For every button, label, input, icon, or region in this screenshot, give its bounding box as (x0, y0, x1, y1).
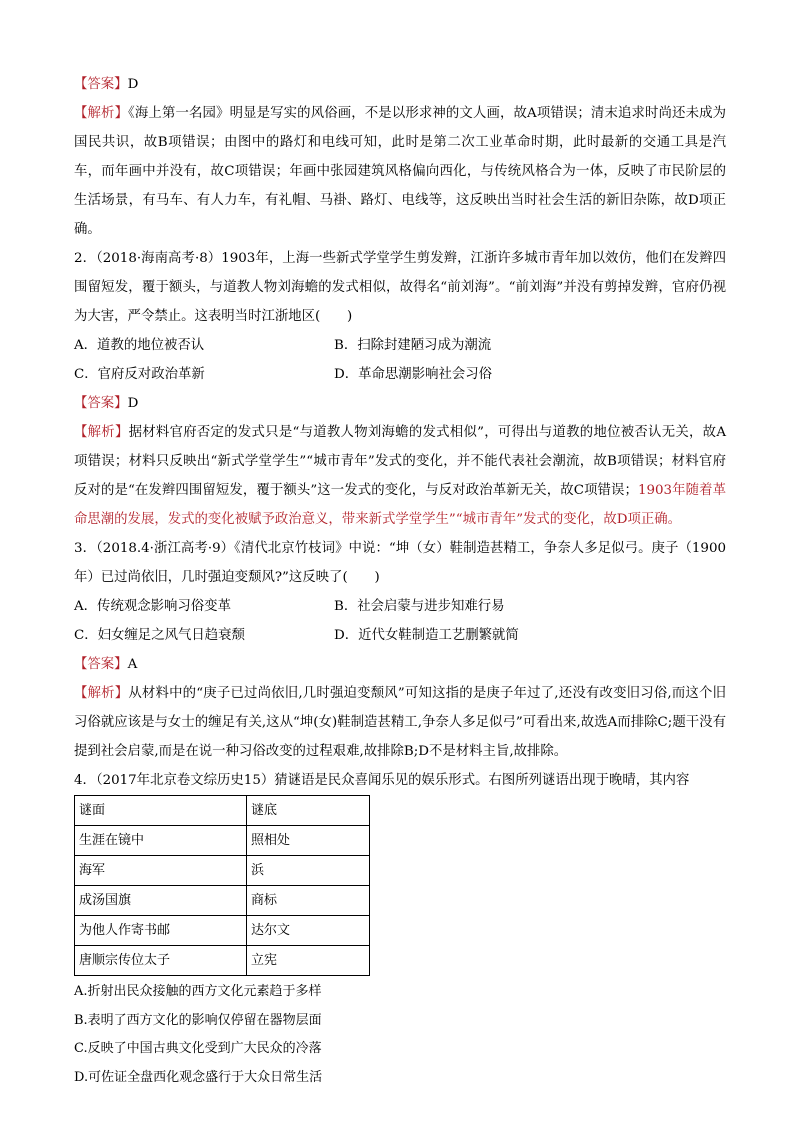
q3-analysis (74, 679, 726, 766)
table-row (75, 826, 370, 856)
analysis-tag: 【解析】 (74, 686, 129, 701)
table-header-cell: 谜底 (247, 796, 370, 826)
analysis-tag: 【解析】 (74, 425, 129, 440)
q1-answer: D (127, 77, 139, 92)
q2-option-d: D．革命思潮影响社会习俗 (334, 367, 493, 382)
table-cell: 立宪 (247, 946, 370, 976)
table-cell: 照相处 (247, 826, 370, 856)
answer-tag: 【答案】 (74, 657, 128, 672)
q3-option-a: A．传统观念影响习俗变革 (74, 599, 231, 614)
q4-option-c: C.反映了中国古典文化受到广大民众的冷落 (74, 1041, 322, 1056)
q4-option-a: A.折射出民众接触的西方文化元素趋于多样 (74, 984, 322, 999)
q2-options (74, 331, 726, 389)
table-row (75, 856, 370, 886)
q2-option-a: A．道教的地位被否认 (74, 338, 205, 353)
table-row (75, 916, 370, 946)
q3-option-d: D．近代女鞋制造工艺删繁就简 (334, 628, 519, 643)
q3-option-b: B．社会启蒙与进步知难行易 (334, 599, 505, 614)
q2-answer: D (127, 396, 139, 411)
table-cell: 成汤国旗 (75, 886, 247, 916)
q1-analysis-text: 《海上第一名园》明显是写实的风俗画，不是以形求神的文人画，故A项错误；清末追求时尚还未成为国民共识，故B项错误；由图中的路灯和电线可知，此时是第二次工业革命时期，此时最新的交通工具是汽车，而年画中并没有，故C项错误；年画中张园建筑风格偏向西化，与传统风格合为一体，反映了市民阶层的生活场景，有马车、有人力车，有礼帽、马褂、路灯、电线等，这反映出当时社会生活的新旧杂陈，故D项正确。 (74, 106, 727, 237)
q2-analysis-highlight: 1903年随着革命思潮的发展，发式的变化被赋予政治意义，带来新式学堂学生”“城市青年”发式的变化，故D项正确。 (74, 483, 727, 527)
q3-option-c: C．妇女缠足之风气日趋衰颓 (74, 628, 245, 643)
table-cell: 海军 (75, 856, 247, 886)
table-row (75, 946, 370, 976)
q1-answer-line (74, 70, 726, 99)
q2-option-c: C．官府反对政治革新 (74, 367, 205, 382)
q2-option-b: B．扫除封建陋习成为潮流 (334, 338, 492, 353)
q4-stem: 4．（2017年北京卷文综历史15）猜谜语是民众喜闻乐见的娱乐形式。右图所列谜语出现于晚晴，其内容 (74, 773, 690, 788)
answer-tag: 【答案】 (74, 396, 128, 411)
analysis-tag: 【解析】 (74, 106, 129, 121)
q1-analysis (74, 99, 726, 244)
q2-analysis (74, 418, 726, 534)
q3-answer: A (127, 657, 138, 672)
q3-analysis-text: 从材料中的“庚子已过尚依旧,几时强迫变颓风”可知这指的是庚子年过了,还没有改变旧习俗,而这个旧习俗就应该是与女士的缠足有关,这从“坤(女)鞋制造甚精工,争奈人多足似弓”可看出来,故选A而排除C;题干没有提到社会启蒙,而是在说一种习俗改变的过程艰难,故排除B;D不是材料主旨,故排除。 (74, 686, 726, 759)
table-cell: 浜 (247, 856, 370, 886)
q4-option-b: B.表明了西方文化的影响仅停留在器物层面 (74, 1012, 322, 1028)
q3-stem: 3．（2018.4·浙江高考·9）《清代北京竹枝词》中说：“坤（女）鞋制造甚精工，争奈人多足似弓。庚子（1900年）已过尚依旧，几时强迫变颓风?”这反映了( ) (74, 541, 726, 585)
table-cell: 为他人作寄书邮 (75, 916, 247, 946)
riddle-table (74, 795, 370, 976)
table-header-cell: 谜面 (75, 796, 247, 826)
table-cell: 生涯在镜中 (75, 826, 247, 856)
table-cell: 唐顺宗传位太子 (75, 946, 247, 976)
q2-answer-line (74, 389, 726, 418)
q3-options (74, 592, 726, 650)
q2-stem: 2．（2018·海南高考·8）1903年，上海一些新式学堂学生剪发辫，江浙许多城市青年加以效仿，他们在发辫四围留短发，覆于额头，与道教人物刘海蟾的发式相似，故得名“前刘海”。“前刘海”并没有剪掉发辫，官府仍视为大害，严令禁止。这表明当时江浙地区( ) (74, 251, 726, 324)
table-cell: 达尔文 (247, 916, 370, 946)
table-cell: 商标 (247, 886, 370, 916)
q4-option-d: D.可佐证全盘西化观念盛行于大众日常生活 (74, 1069, 323, 1085)
q2-analysis-text: 据材料官府否定的发式只是“与道教人物刘海蟾的发式相似”，可得出与道教的地位被否认无关，故A项错误；材料只反映出“新式学堂学生”“城市青年”发式的变化，并不能代表社会潮流，故B项错误；材料官府反对的是“在发辫四围留短发，覆于额头”这一发式的变化，与反对政治革新无关，故C项错误； (74, 425, 727, 498)
answer-tag: 【答案】 (74, 77, 128, 92)
table-row (75, 886, 370, 916)
table-header-row (75, 796, 370, 826)
q3-answer-line (74, 650, 726, 679)
document-page (74, 70, 726, 1092)
